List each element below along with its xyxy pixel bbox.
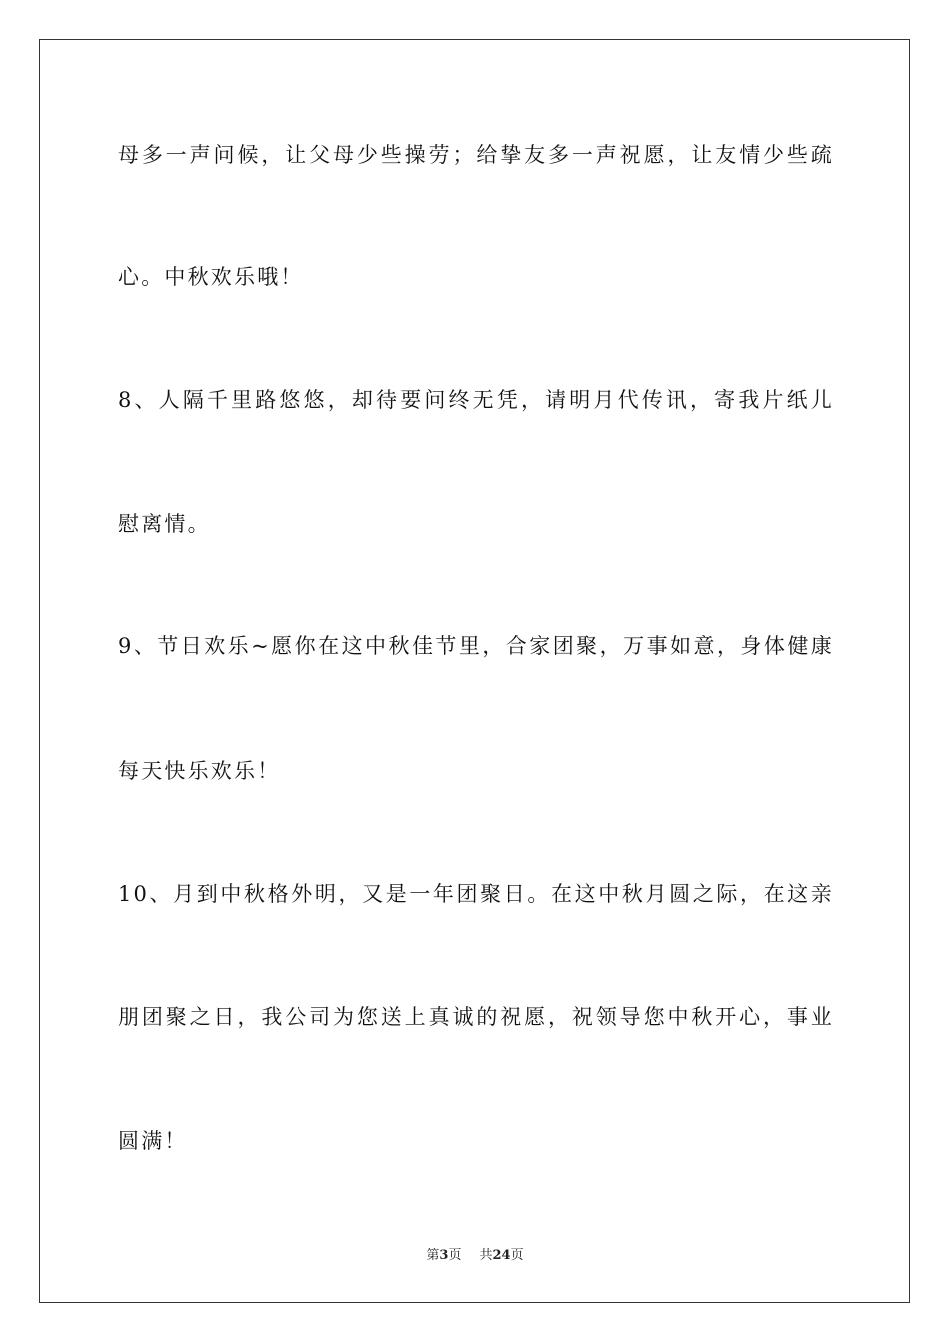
page-number: 3 (439, 1248, 449, 1263)
text-line-9: 圆满！ (118, 1129, 188, 1153)
text-line-4: 慰离情。 (118, 512, 211, 536)
text-line-2: 心。中秋欢乐哦！ (118, 265, 304, 289)
text-line-6: 每天快乐欢乐！ (118, 759, 281, 783)
total-pages: 24 (492, 1248, 511, 1263)
text-line-5: 9、节日欢乐~愿你在这中秋佳节里，合家团聚，万事如意，身体健康 (118, 634, 834, 658)
page-suffix: 页 (448, 1248, 462, 1263)
page-border (39, 39, 910, 1303)
page-prefix: 第 (426, 1248, 440, 1263)
text-line-1: 母多一声问候，让父母少些操劳；给挚友多一声祝愿，让友情少些疏 (118, 143, 834, 167)
text-line-8: 朋团聚之日，我公司为您送上真诚的祝愿，祝领导您中秋开心，事业 (118, 1005, 834, 1029)
page-footer (0, 1247, 950, 1265)
text-line-3: 8、人隔千里路悠悠，却待要问终无凭，请明月代传讯，寄我片纸儿 (118, 388, 834, 412)
text-line-7: 10、月到中秋格外明，又是一年团聚日。在这中秋月圆之际，在这亲 (118, 882, 834, 906)
total-prefix: 共 (479, 1248, 493, 1263)
total-suffix: 页 (510, 1248, 524, 1263)
